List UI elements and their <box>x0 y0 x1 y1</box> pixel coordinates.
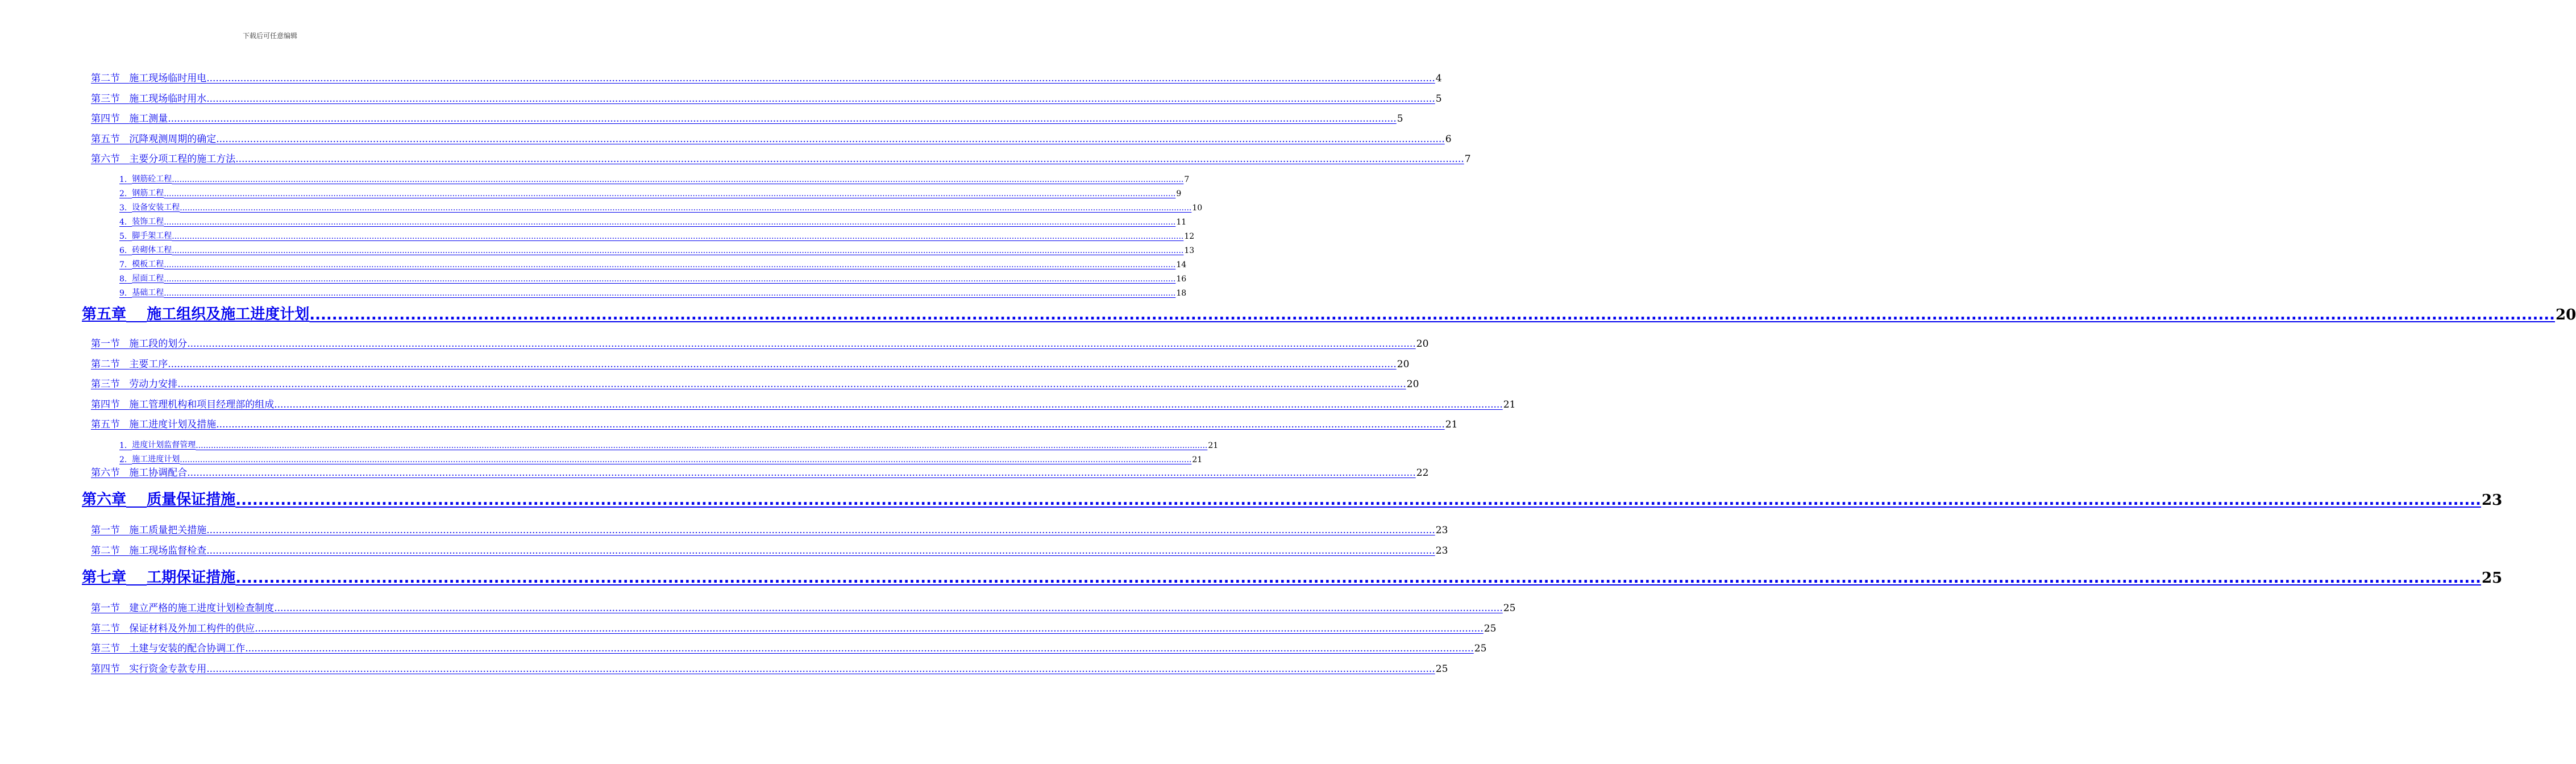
toc-page-number: 20 <box>1397 359 1410 370</box>
toc-entry-sub[interactable] <box>119 272 1187 284</box>
toc-entry-title: 施工现场监督检查 <box>129 545 207 557</box>
toc-dot-leader: ................................................................................................................................................................................................................................................................................................................................................................................................................ <box>172 246 1184 255</box>
toc-entry-label: 2. <box>119 189 127 198</box>
toc-entry-label: 第一节 <box>91 603 120 614</box>
toc-page-number: 22 <box>1416 467 1429 479</box>
toc-entry-label: 第六章 <box>82 491 127 508</box>
toc-entry-spacer <box>120 623 129 634</box>
toc-page-number: 7 <box>1184 175 1190 184</box>
toc-entry-sub[interactable] <box>119 215 1187 227</box>
toc-page-number: 11 <box>1176 218 1187 227</box>
toc-dot-leader: ................................................................................................................................................................................................................................................................................................................................................................................................................ <box>172 232 1184 241</box>
toc-entry-label: 第五章 <box>82 306 127 323</box>
toc-entry-title: 施工协调配合 <box>129 467 188 479</box>
toc-dot-leader: ................................................................................................................................................................................................................................................................................................................................................................................................................ <box>187 338 1416 350</box>
toc-entry-label: 5. <box>119 232 127 241</box>
toc-page-number: 18 <box>1176 289 1187 298</box>
toc-dot-leader: ................................................................................................................................................................................................................................................................................................................................................................................................................ <box>235 492 2482 509</box>
toc-entry-label: 第三节 <box>91 643 120 654</box>
toc-entry-sub[interactable] <box>119 453 1203 464</box>
toc-entry-label: 第二节 <box>91 545 120 557</box>
toc-entry-title: 砖砌体工程 <box>132 246 172 255</box>
toc-dot-leader: ................................................................................................................................................................................................................................................................................................................................................................................................................ <box>180 204 1192 213</box>
toc-entry-label: 第二节 <box>91 623 120 634</box>
toc-entry-label: 第五节 <box>91 419 120 430</box>
toc-entry-spacer <box>127 275 132 284</box>
toc-entry-title: 施工现场临时用电 <box>129 73 207 84</box>
toc-entry-title: 沉降观测周期的确定 <box>129 134 217 145</box>
toc-dot-leader: ................................................................................................................................................................................................................................................................................................................................................................................................................ <box>235 570 2482 587</box>
toc-entry-label: 第四节 <box>91 399 120 410</box>
toc-entry-label: 第一节 <box>91 338 120 350</box>
toc-entry-section[interactable] <box>91 131 1452 145</box>
toc-entry-section[interactable] <box>91 600 1516 614</box>
toc-entry-title: 保证材料及外加工构件的供应 <box>129 623 255 634</box>
toc-entry-label: 第二节 <box>91 359 120 370</box>
toc-entry-title: 质量保证措施 <box>147 491 236 508</box>
toc-page-number: 23 <box>2482 492 2503 509</box>
toc-entry-sub[interactable] <box>119 187 1182 198</box>
toc-entry-section[interactable] <box>91 522 1448 536</box>
toc-page-number: 5 <box>1397 113 1403 124</box>
toc-dot-leader: ................................................................................................................................................................................................................................................................................................................................................................................................................ <box>177 379 1406 390</box>
toc-entry-spacer <box>120 399 129 410</box>
toc-entry-title: 设备安装工程 <box>132 203 180 212</box>
toc-entry-spacer <box>120 525 129 536</box>
toc-entry-label: 3. <box>119 204 127 213</box>
toc-entry-label: 9. <box>119 289 127 298</box>
toc-page-number: 20 <box>1406 379 1419 390</box>
toc-entry-section[interactable] <box>91 543 1448 557</box>
toc-dot-leader: ................................................................................................................................................................................................................................................................................................................................................................................................................ <box>196 441 1208 450</box>
toc-entry-section[interactable] <box>91 336 1429 350</box>
toc-entry-section[interactable] <box>91 621 1497 634</box>
toc-entry-title: 施工段的划分 <box>129 338 188 350</box>
toc-entry-title: 基础工程 <box>132 288 164 297</box>
toc-entry-section[interactable] <box>91 376 1419 390</box>
toc-dot-leader: ................................................................................................................................................................................................................................................................................................................................................................................................................ <box>164 275 1176 284</box>
toc-entry-title: 模板工程 <box>132 260 164 269</box>
toc-entry-title: 施工进度计划 <box>132 455 180 464</box>
toc-entry-spacer <box>127 218 132 227</box>
toc-entry-title: 钢筋砼工程 <box>132 175 172 184</box>
toc-entry-spacer <box>120 603 129 614</box>
toc-page-number: 21 <box>1445 419 1458 430</box>
toc-entry-label: 第三节 <box>91 379 120 390</box>
toc-page-number: 14 <box>1176 260 1187 269</box>
toc-page-number: 25 <box>2482 570 2503 587</box>
toc-entry-title: 施工现场临时用水 <box>129 93 207 105</box>
toc-entry-title: 土建与安装的配合协调工作 <box>129 643 246 654</box>
toc-entry-chapter[interactable] <box>82 303 2576 323</box>
toc-page-number: 25 <box>1435 663 1448 675</box>
toc-entry-spacer <box>127 441 132 450</box>
toc-dot-leader: ................................................................................................................................................................................................................................................................................................................................................................................................................ <box>206 525 1435 536</box>
toc-entry-title: 施工进度计划及措施 <box>129 419 217 430</box>
toc-entry-label: 第六节 <box>91 467 120 479</box>
toc-dot-leader: ................................................................................................................................................................................................................................................................................................................................................................................................................ <box>216 419 1445 430</box>
toc-entry-section[interactable] <box>91 356 1410 370</box>
toc-entry-spacer <box>127 204 132 213</box>
toc-dot-leader: ................................................................................................................................................................................................................................................................................................................................................................................................................ <box>164 218 1176 227</box>
toc-entry-title: 实行资金专款专用 <box>129 663 207 675</box>
toc-entry-title: 装饰工程 <box>132 217 164 226</box>
toc-dot-leader: ................................................................................................................................................................................................................................................................................................................................................................................................................ <box>274 399 1503 410</box>
toc-entry-sub[interactable] <box>119 258 1187 269</box>
toc-entry-spacer <box>120 643 129 654</box>
toc-entry-sub[interactable] <box>119 201 1203 213</box>
toc-entry-label: 4. <box>119 218 127 227</box>
toc-dot-leader: ................................................................................................................................................................................................................................................................................................................................................................................................................ <box>168 113 1397 124</box>
toc-entry-label: 1. <box>119 441 127 450</box>
toc-page-number: 23 <box>1435 525 1448 536</box>
toc-page-number: 21 <box>1192 455 1203 464</box>
toc-entry-label: 8. <box>119 275 127 284</box>
toc-entry-spacer <box>120 545 129 557</box>
toc-entry-label: 6. <box>119 246 127 255</box>
toc-entry-spacer <box>127 175 132 184</box>
toc-entry-chapter[interactable] <box>82 566 2503 587</box>
toc-entry-label: 2. <box>119 455 127 464</box>
toc-entry-label: 第六节 <box>91 153 120 165</box>
toc-dot-leader: ................................................................................................................................................................................................................................................................................................................................................................................................................ <box>206 545 1435 557</box>
toc-entry-label: 7. <box>119 260 127 269</box>
toc-entry-sub[interactable] <box>119 230 1195 241</box>
toc-entry-section[interactable] <box>91 641 1487 654</box>
toc-entry-spacer <box>127 232 132 241</box>
toc-entry-title: 施工测量 <box>129 113 168 124</box>
toc-entry-label: 第五节 <box>91 134 120 145</box>
toc-entry-section[interactable] <box>91 151 1471 165</box>
toc-page-number: 20 <box>2556 306 2576 323</box>
toc-page-number: 7 <box>1464 153 1471 165</box>
toc-entry-title: 施工管理机构和项目经理部的组成 <box>129 399 275 410</box>
toc-entry-section[interactable] <box>91 465 1429 479</box>
toc-entry-spacer <box>120 93 129 105</box>
toc-entry-section[interactable] <box>91 661 1448 675</box>
toc-page-number: 25 <box>1474 643 1487 654</box>
toc-entry-sub[interactable] <box>119 439 1219 450</box>
toc-entry-label: 第七章 <box>82 569 127 586</box>
toc-entry-title: 钢筋工程 <box>132 189 164 198</box>
toc-entry-sub[interactable] <box>119 244 1195 255</box>
toc-entry-label: 第四节 <box>91 113 120 124</box>
toc-entry-spacer <box>120 419 129 430</box>
toc-dot-leader: ................................................................................................................................................................................................................................................................................................................................................................................................................ <box>274 603 1503 614</box>
toc-entry-title: 劳动力安排 <box>129 379 178 390</box>
toc-entry-spacer <box>127 189 132 198</box>
toc-dot-leader: ................................................................................................................................................................................................................................................................................................................................................................................................................ <box>164 189 1176 198</box>
toc-entry-chapter[interactable] <box>82 488 2503 509</box>
toc-entry-spacer <box>120 359 129 370</box>
toc-dot-leader: ................................................................................................................................................................................................................................................................................................................................................................................................................ <box>206 73 1435 84</box>
toc-dot-leader: ................................................................................................................................................................................................................................................................................................................................................................................................................ <box>164 260 1176 269</box>
toc-page-number: 23 <box>1435 545 1448 557</box>
toc-dot-leader: ................................................................................................................................................................................................................................................................................................................................................................................................................ <box>245 643 1474 654</box>
toc-entry-spacer <box>120 113 129 124</box>
toc-entry-section[interactable] <box>91 91 1442 105</box>
toc-entry-spacer <box>120 379 129 390</box>
toc-page-number: 12 <box>1184 232 1195 241</box>
toc-page-number: 5 <box>1435 93 1442 105</box>
toc-entry-spacer <box>120 153 129 165</box>
toc-entry-spacer <box>126 570 147 587</box>
toc-entry-title: 进度计划监督管理 <box>132 441 196 450</box>
toc-entry-label: 第三节 <box>91 93 120 105</box>
toc-entry-title: 屋面工程 <box>132 274 164 283</box>
toc-page-number: 4 <box>1435 73 1442 84</box>
toc-entry-section[interactable] <box>91 70 1442 84</box>
toc-dot-leader: ................................................................................................................................................................................................................................................................................................................................................................................................................ <box>235 153 1464 165</box>
toc-page-number: 25 <box>1503 603 1516 614</box>
toc-entry-title: 主要工序 <box>129 359 168 370</box>
toc-entry-spacer <box>120 467 129 479</box>
toc-dot-leader: ................................................................................................................................................................................................................................................................................................................................................................................................................ <box>206 663 1435 675</box>
toc-entry-label: 第一节 <box>91 525 120 536</box>
toc-entry-title: 脚手架工程 <box>132 231 172 240</box>
toc-entry-label: 1. <box>119 175 127 184</box>
page-header: 下载后可任意编辑 <box>242 32 297 40</box>
toc-dot-leader: ................................................................................................................................................................................................................................................................................................................................................................................................................ <box>206 93 1435 105</box>
toc-entry-spacer <box>127 289 132 298</box>
toc-page-number: 21 <box>1208 441 1219 450</box>
toc-entry-sub[interactable] <box>119 286 1187 298</box>
toc-entry-spacer <box>126 306 147 323</box>
toc-dot-leader: ................................................................................................................................................................................................................................................................................................................................................................................................................ <box>187 467 1416 479</box>
toc-page-number: 13 <box>1184 246 1195 255</box>
toc-entry-section[interactable] <box>91 397 1516 410</box>
toc-entry-spacer <box>120 338 129 350</box>
toc-entry-spacer <box>120 663 129 675</box>
toc-dot-leader: ................................................................................................................................................................................................................................................................................................................................................................................................................ <box>172 175 1184 184</box>
toc-entry-spacer <box>127 455 132 464</box>
toc-dot-leader: ................................................................................................................................................................................................................................................................................................................................................................................................................ <box>216 134 1445 145</box>
toc-entry-section[interactable] <box>91 111 1403 124</box>
toc-dot-leader: ................................................................................................................................................................................................................................................................................................................................................................................................................ <box>180 455 1192 464</box>
toc-page-number: 16 <box>1176 275 1187 284</box>
toc-dot-leader: ................................................................................................................................................................................................................................................................................................................................................................................................................ <box>164 289 1176 298</box>
toc-entry-spacer <box>126 492 147 509</box>
toc-entry-sub[interactable] <box>119 173 1190 184</box>
toc-entry-title: 工期保证措施 <box>147 569 236 586</box>
toc-entry-spacer <box>127 246 132 255</box>
toc-entry-title: 施工质量把关措施 <box>129 525 207 536</box>
toc-page-number: 6 <box>1445 134 1452 145</box>
toc-page-number: 25 <box>1484 623 1497 634</box>
toc-entry-label: 第四节 <box>91 663 120 675</box>
toc-entry-title: 主要分项工程的施工方法 <box>129 153 236 165</box>
toc-entry-label: 第二节 <box>91 73 120 84</box>
toc-page-number: 21 <box>1503 399 1516 410</box>
toc-dot-leader: ................................................................................................................................................................................................................................................................................................................................................................................................................ <box>309 306 2556 323</box>
toc-page-number: 10 <box>1192 204 1203 213</box>
toc-page-number: 20 <box>1416 338 1429 350</box>
toc-entry-spacer <box>120 73 129 84</box>
toc-dot-leader: ................................................................................................................................................................................................................................................................................................................................................................................................................ <box>255 623 1484 634</box>
toc-entry-title: 施工组织及施工进度计划 <box>147 306 310 323</box>
toc-entry-spacer <box>127 260 132 269</box>
toc-entry-section[interactable] <box>91 417 1458 430</box>
toc-page-number: 9 <box>1176 189 1182 198</box>
toc-dot-leader: ................................................................................................................................................................................................................................................................................................................................................................................................................ <box>168 359 1397 370</box>
toc-entry-spacer <box>120 134 129 145</box>
toc-entry-title: 建立严格的施工进度计划检查制度 <box>129 603 275 614</box>
